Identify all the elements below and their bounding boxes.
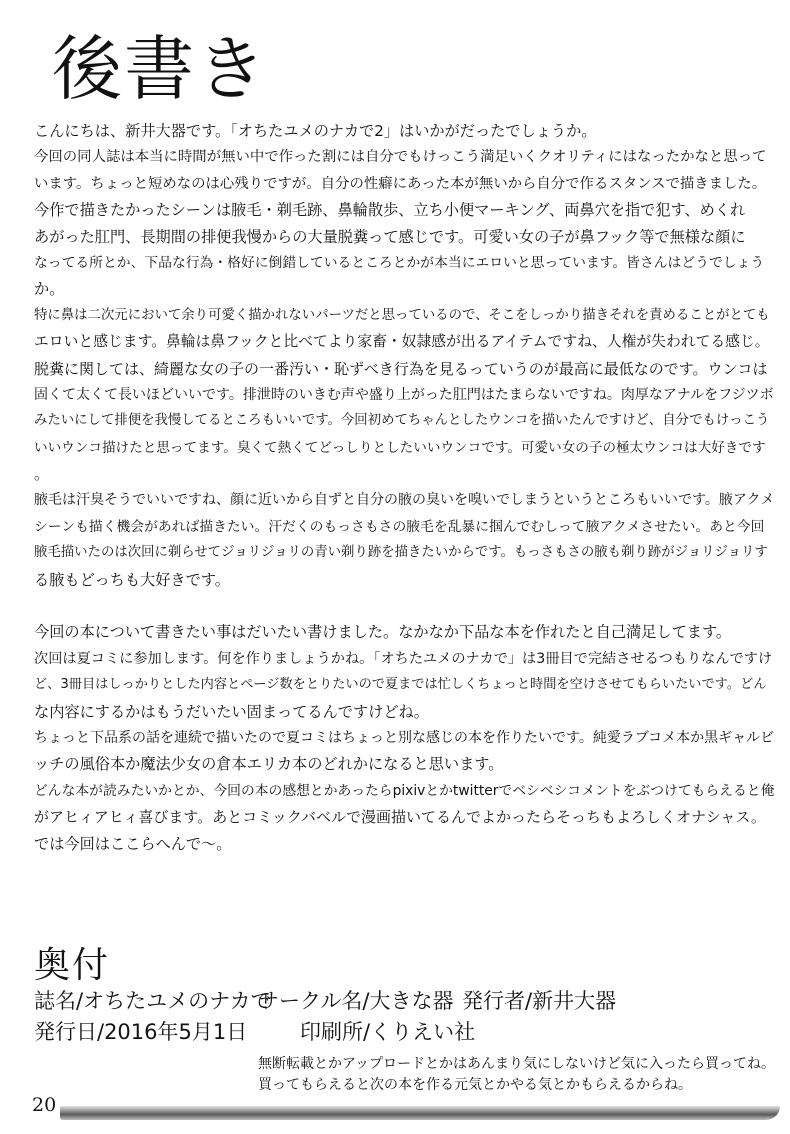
body-line: 。: [34, 465, 50, 484]
body-line: 今回の本について書きたい事はだいたい書けました。なかなか下品な本を作れたと自己満足してます。: [34, 623, 732, 642]
body-line: エロいと感じます。鼻輪は鼻フックと比べてより家畜・奴隷感が出るアイテムですね、人権が失われてる感じ。: [34, 333, 770, 351]
note-line: 無断転載とかアップロードとかはあんまり気にしないけど気に入ったら買ってね。: [258, 1056, 776, 1072]
body-line: な内容にするかはもうだいたい固まってるんですけどね。: [34, 702, 429, 721]
body-line: 腋毛描いたのは次回に剃らせてジョリジョリの青い剃り跡を描きたいからです。もっさもさの腋も剃り跡がジョリジョリす: [34, 545, 768, 561]
body-line: る腋もどっちも大好きです。: [34, 570, 230, 589]
body-line: あがった肛門、長期間の排便我慢からの大量脱糞って感じです。可愛い女の子が鼻フック等で無様な顔に: [34, 227, 746, 246]
colophon-publisher-field: 発行者/新井大器: [462, 989, 617, 1013]
body-line: どんな本が読みたいかとか、今回の本の感想とかあったらpixivとかtwitterでベシベシコメントをぶつけてもらえると俺: [34, 782, 774, 799]
body-line: いいウンコ描けたと思ってます。臭くて熱くてどっしりとしたいいウンコです。可愛い女の子の極太ウンコは大好きです: [34, 439, 766, 456]
body-line: こんにちは、新井大器です。「オちたユメのナカで2」はいかがだったでしょうか。: [34, 122, 597, 140]
page-title: 後書き: [52, 28, 268, 110]
body-line: [34, 593, 774, 619]
body-line: 特に鼻は二次元において余り可愛く描かれないパーツだと思っているので、そこをしっかり描きそれを責めることがとても: [34, 307, 770, 323]
afterword-body: [34, 118, 774, 857]
colophon-title-field: 誌名/オちたユメのナカで: [34, 989, 272, 1013]
body-line: います。ちょっと短めなのは心残りですが。自分の性癖にあった本が無いから自分で作るスタンスで描きました。: [34, 175, 767, 192]
body-line: ど、3冊目はしっかりとした内容とページ数をとりたいので夏までは忙しくちょっと時間を空けさせてもらいたいです。どん: [34, 677, 767, 693]
body-line: なってる所とか、下品な行為・格好に倒錯しているところとかが本当にエロいと思っています。皆さんはどうでしょう: [34, 254, 765, 271]
colophon-heading: 奥付: [34, 945, 111, 986]
page-number: 20: [32, 1094, 57, 1116]
body-line: か。: [34, 280, 65, 299]
body-line: 今作で描きたかったシーンは腋毛・剃毛跡、鼻輪散歩、立ち小便マーキング、両鼻穴を指で犯す、めくれ: [34, 201, 746, 220]
body-line: では今回はここらへんで〜。: [34, 834, 232, 853]
body-line: 腋毛は汗臭そうでいいですね、顔に近いから自ずと自分の腋の臭いを嗅いでしまうというところもいいです。腋アクメ: [34, 492, 774, 509]
body-line: ッチの風俗本か魔法少女の倉本エリカ本のどれかになると思います。: [34, 755, 504, 774]
body-line: シーンも描く機会があれば描きたい。汗だくのもっさもさの腋毛を乱暴に掴んでむしって腋アクメさせたい。あと今回: [34, 518, 765, 535]
note-line: 買ってもらえると次の本を作る元気とかやる気とかもらえるからね。: [258, 1077, 692, 1093]
body-line: 脱糞に関しては、綺麗な女の子の一番汚い・恥ずべき行為を見るっていうのが最高に最低なのです。ウンコは: [34, 359, 768, 378]
colophon-date-field: 発行日/2016年5月1日: [34, 1020, 248, 1044]
body-line: みたいにして排便を我慢してるところもいいです。今回初めてちゃんとしたウンコを描いたんですけど、自分でもけっこう: [34, 413, 770, 429]
body-line: 次回は夏コミに参加します。何を作りましょうかね。「オちたユメのナカで」は3冊目で完結させるつもりなんですけ: [34, 650, 773, 667]
body-line: 今回の同人誌は本当に時間が無い中で作った割には自分でもけっこう満足いくクオリティにはなったかなと思って: [34, 149, 767, 166]
body-line: 固くて太くて長いほどいいです。排泄時のいきむ声や盛り上がった肛門はたまらないですね。肉厚なアナルをフジツボ: [34, 386, 774, 403]
body-line: がアヒィアヒィ喜びます。あとコミックバベルで漫画描いてるんでよかったらそっちもよろしくオナシャス。: [34, 808, 766, 827]
colophon-circle-field: サークル名/大きな器: [258, 989, 454, 1013]
body-line: ちょっと下品系の話を連続で描いたので夏コミはちょっと別な感じの本を作りたいです。純愛ラブコメ本か黒ギャルビ: [34, 729, 774, 746]
colophon-printer-field: 印刷所/くりえい社: [300, 1020, 476, 1044]
page-edge-shadow: [60, 1106, 780, 1120]
